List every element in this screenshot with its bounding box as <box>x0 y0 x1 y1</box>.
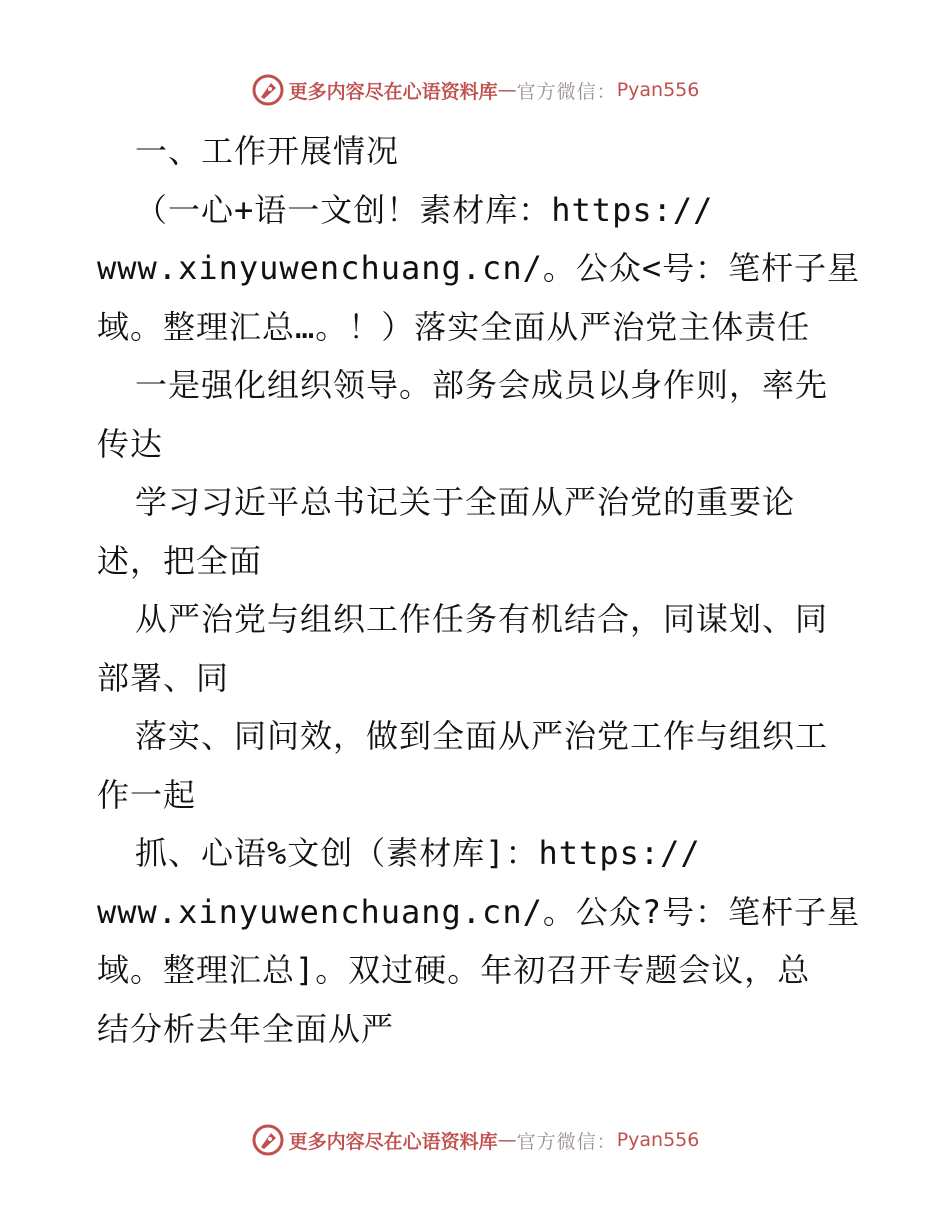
banner-dash: — <box>497 79 517 101</box>
banner-wechat-id: Pyan556 <box>616 1129 700 1151</box>
footer-banner <box>0 1120 950 1160</box>
paragraph-line: 从严治党与组织工作任务有机结合，同谋划、同 <box>135 600 829 638</box>
banner-wechat-label: 官方微信： <box>516 1130 617 1153</box>
paragraph-line: www.xinyuwenchuang.cn/。公众<号：笔杆子星 <box>97 249 861 287</box>
paragraph-line: 域。整理汇总]。双过硬。年初召开专题会议，总 <box>97 951 811 989</box>
paragraph-line: （一心+语一文创！素材库：https:// <box>135 190 714 229</box>
paragraph-line: 落实、同问效，做到全面从严治党工作与组织工 <box>135 717 829 755</box>
pen-nib-circle-icon <box>251 1123 285 1157</box>
paragraph-line: 域。整理汇总…。！）落实全面从严治党主体责任 <box>97 307 811 346</box>
paragraph-line: 作一起 <box>97 775 197 814</box>
banner-text: 更多内容尽在心语资料库 <box>288 1130 498 1153</box>
paragraph-line: 一是强化组织领导。部务会成员以身作则，率先 <box>135 366 829 404</box>
paragraph-line: 学习习近平总书记关于全面从严治党的重要论 <box>135 483 796 521</box>
banner-text: 更多内容尽在心语资料库 <box>288 80 498 103</box>
paragraph-line: 抓、心语%文创（素材库]：https:// <box>135 834 701 872</box>
banner-dash: — <box>497 1129 517 1151</box>
document-body <box>97 122 861 1058</box>
paragraph-line: 传达 <box>97 424 164 463</box>
banner-wechat-label: 官方微信： <box>516 80 617 103</box>
paragraph-line: 述，把全面 <box>97 541 263 580</box>
pen-nib-circle-icon <box>251 73 285 107</box>
paragraph-line: 部署、同 <box>97 658 230 697</box>
paragraph-line: 结分析去年全面从严 <box>97 1009 395 1048</box>
banner-wechat-id: Pyan556 <box>616 79 700 101</box>
section-heading: 一、工作开展情况 <box>135 132 400 170</box>
header-banner <box>0 70 950 110</box>
paragraph-line: www.xinyuwenchuang.cn/。公众?号：笔杆子星 <box>97 892 861 931</box>
